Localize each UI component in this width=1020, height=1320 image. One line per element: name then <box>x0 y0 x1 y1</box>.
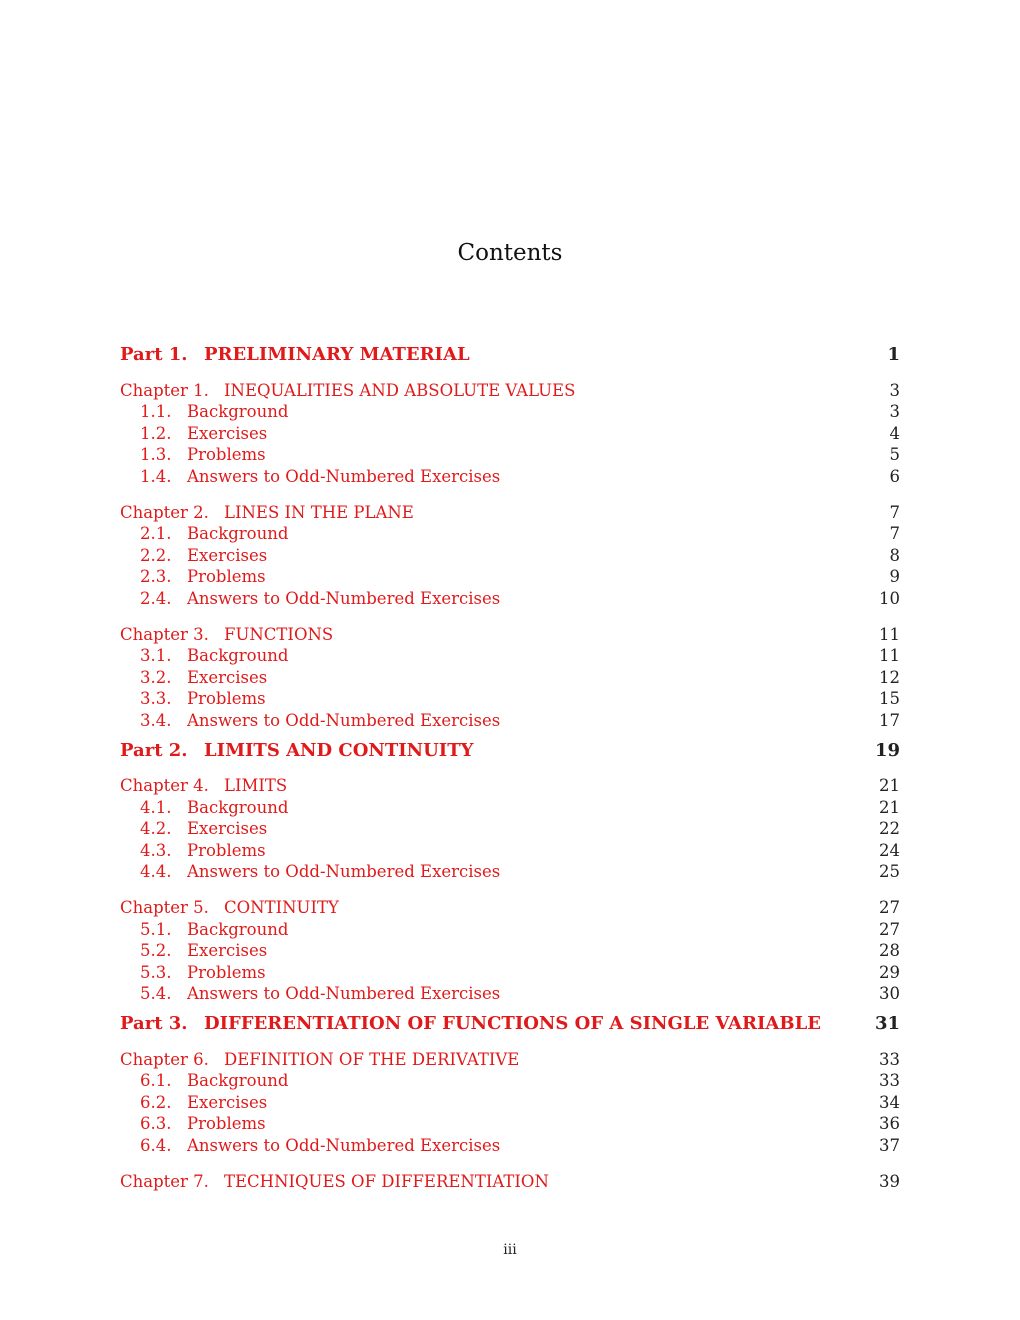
chapter-title: FUNCTIONS <box>224 624 334 644</box>
part-link[interactable] <box>120 344 470 366</box>
part-page-number: 19 <box>874 739 900 761</box>
section-link[interactable] <box>140 566 266 588</box>
chapter-link[interactable] <box>120 1171 549 1193</box>
toc-chapter-entry[interactable] <box>120 502 900 524</box>
section-page-number: 37 <box>879 1136 900 1155</box>
section-page-number: 30 <box>879 984 900 1004</box>
section-number: 6.4. <box>140 1136 172 1155</box>
section-number: 2.2. <box>140 545 172 565</box>
toc-section-entry[interactable] <box>120 566 900 588</box>
toc-section-entry[interactable] <box>120 861 900 883</box>
section-number: 4.1. <box>140 797 172 817</box>
section-title: Exercises <box>187 1092 268 1112</box>
section-link[interactable] <box>140 861 500 883</box>
section-title: Exercises <box>187 941 268 961</box>
section-page-number: 28 <box>879 941 900 961</box>
toc-part-entry[interactable] <box>120 344 900 366</box>
section-link[interactable] <box>140 466 500 488</box>
toc-part-entry[interactable] <box>120 1013 900 1035</box>
chapter-page-number: 3 <box>889 380 900 400</box>
section-title: Exercises <box>187 819 268 839</box>
toc-section-entry[interactable] <box>120 667 900 689</box>
toc-chapter-entry[interactable] <box>120 380 900 402</box>
section-number: 5.4. <box>140 984 172 1004</box>
section-link[interactable] <box>140 797 288 819</box>
section-page-number: 33 <box>879 1071 900 1091</box>
section-number: 2.1. <box>140 524 172 544</box>
section-number: 3.1. <box>140 646 172 666</box>
section-title: Background <box>187 402 289 422</box>
section-page-number: 7 <box>889 524 900 544</box>
toc-chapter-entry[interactable] <box>120 624 900 646</box>
chapter-title: LINES IN THE PLANE <box>224 502 414 522</box>
section-link[interactable] <box>140 983 500 1005</box>
section-number: 3.3. <box>140 689 172 709</box>
section-number: 2.4. <box>140 588 172 608</box>
chapter-link[interactable] <box>120 1049 519 1071</box>
section-link[interactable] <box>140 545 267 567</box>
section-number: 3.4. <box>140 710 172 730</box>
section-page-number: 17 <box>879 710 900 730</box>
chapter-link[interactable] <box>120 502 414 524</box>
section-title: Problems <box>187 962 266 982</box>
section-link[interactable] <box>140 1070 288 1092</box>
section-page-number: 25 <box>879 862 900 882</box>
part-page-number: 1 <box>887 344 900 365</box>
section-link[interactable] <box>140 588 500 610</box>
chapter-number: Chapter 1. <box>120 380 209 400</box>
section-page-number: 22 <box>879 819 900 839</box>
toc-part-entry[interactable] <box>120 740 900 762</box>
section-title: Problems <box>187 445 266 465</box>
chapter-page-number: 27 <box>879 898 900 918</box>
toc-section-entry[interactable] <box>120 588 900 610</box>
section-title: Answers to Odd-Numbered Exercises <box>187 588 501 608</box>
section-page-number: 10 <box>879 588 900 608</box>
toc-section-entry[interactable] <box>120 1113 900 1135</box>
chapter-page-number: 39 <box>879 1171 900 1191</box>
section-number: 5.3. <box>140 962 172 982</box>
part-title: PRELIMINARY MATERIAL <box>204 344 470 365</box>
chapter-page-number: 7 <box>889 502 900 522</box>
section-number: 1.2. <box>140 423 172 443</box>
chapter-page-number: 11 <box>879 624 900 644</box>
section-link[interactable] <box>140 1113 266 1135</box>
toc-chapter-entry[interactable] <box>120 1049 900 1071</box>
section-link[interactable] <box>140 962 266 984</box>
section-number: 6.3. <box>140 1114 172 1134</box>
toc-chapter-entry[interactable] <box>120 1171 900 1193</box>
chapter-number: Chapter 4. <box>120 776 209 796</box>
section-title: Background <box>187 919 289 939</box>
section-link[interactable] <box>140 1092 267 1114</box>
section-number: 3.2. <box>140 667 172 687</box>
section-link[interactable] <box>140 840 266 862</box>
section-link[interactable] <box>140 688 266 710</box>
section-link[interactable] <box>140 645 288 667</box>
chapter-number: Chapter 3. <box>120 624 209 644</box>
section-link[interactable] <box>140 423 267 445</box>
section-page-number: 4 <box>889 423 900 443</box>
section-link[interactable] <box>140 818 267 840</box>
chapter-title: LIMITS <box>224 776 288 796</box>
section-title: Answers to Odd-Numbered Exercises <box>187 862 501 882</box>
section-title: Background <box>187 524 289 544</box>
part-number: Part 1. <box>120 344 188 365</box>
part-link[interactable] <box>120 740 473 762</box>
page-number: iii <box>503 1242 517 1258</box>
part-page-number: 31 <box>874 1013 900 1035</box>
chapter-title: INEQUALITIES AND ABSOLUTE VALUES <box>224 380 576 400</box>
section-page-number: 6 <box>889 466 900 486</box>
section-title: Problems <box>187 689 266 709</box>
section-page-number: 8 <box>889 545 900 565</box>
section-page-number: 11 <box>879 646 900 666</box>
chapter-number: Chapter 5. <box>120 898 209 918</box>
section-number: 6.1. <box>140 1071 172 1091</box>
section-title: Exercises <box>187 667 268 687</box>
section-page-number: 9 <box>889 567 900 587</box>
section-title: Background <box>187 646 289 666</box>
section-link[interactable] <box>140 667 267 689</box>
chapter-number: Chapter 7. <box>120 1171 209 1191</box>
section-title: Problems <box>187 840 266 860</box>
part-number: Part 2. <box>120 739 188 761</box>
section-title: Answers to Odd-Numbered Exercises <box>187 466 501 486</box>
section-page-number: 29 <box>879 962 900 982</box>
section-link[interactable] <box>140 444 266 466</box>
chapter-page-number: 33 <box>879 1049 900 1069</box>
chapter-link[interactable] <box>120 775 287 797</box>
section-page-number: 21 <box>879 797 900 817</box>
section-link[interactable] <box>140 523 288 545</box>
chapter-link[interactable] <box>120 624 333 646</box>
chapter-title: CONTINUITY <box>224 898 339 918</box>
section-title: Answers to Odd-Numbered Exercises <box>187 1136 501 1155</box>
section-title: Exercises <box>187 423 268 443</box>
section-page-number: 15 <box>879 689 900 709</box>
section-title: Problems <box>187 567 266 587</box>
toc-section-entry[interactable] <box>120 710 900 732</box>
part-link[interactable] <box>120 1013 821 1035</box>
section-number: 5.2. <box>140 941 172 961</box>
section-link[interactable] <box>140 710 500 732</box>
section-page-number: 12 <box>879 667 900 687</box>
chapter-title: DEFINITION OF THE DERIVATIVE <box>224 1049 520 1069</box>
chapter-link[interactable] <box>120 380 575 402</box>
section-link[interactable] <box>140 919 288 941</box>
toc-section-entry[interactable] <box>120 645 900 667</box>
section-title: Answers to Odd-Numbered Exercises <box>187 710 501 730</box>
chapter-title: TECHNIQUES OF DIFFERENTIATION <box>224 1171 549 1191</box>
page-title: Contents <box>457 240 563 266</box>
table-of-contents <box>120 344 900 1192</box>
toc-section-entry[interactable] <box>120 423 900 445</box>
section-page-number: 5 <box>889 445 900 465</box>
toc-section-entry[interactable] <box>120 523 900 545</box>
section-title: Answers to Odd-Numbered Exercises <box>187 984 501 1004</box>
chapter-link[interactable] <box>120 897 339 919</box>
section-number: 1.4. <box>140 466 172 486</box>
section-title: Exercises <box>187 545 268 565</box>
toc-section-entry[interactable] <box>120 840 900 862</box>
section-title: Background <box>187 797 289 817</box>
part-title: DIFFERENTIATION OF FUNCTIONS OF A SINGLE VARIABLE <box>204 1013 821 1035</box>
toc-section-entry[interactable] <box>120 940 900 962</box>
section-page-number: 24 <box>879 840 900 860</box>
toc-section-entry[interactable] <box>120 1135 900 1157</box>
section-number: 1.3. <box>140 445 172 465</box>
section-title: Background <box>187 1071 289 1091</box>
toc-section-entry[interactable] <box>120 1070 900 1092</box>
section-page-number: 3 <box>889 402 900 422</box>
section-page-number: 27 <box>879 919 900 939</box>
chapter-number: Chapter 6. <box>120 1049 209 1069</box>
toc-section-entry[interactable] <box>120 444 900 466</box>
section-number: 6.2. <box>140 1092 172 1112</box>
section-link[interactable] <box>140 1135 500 1157</box>
part-title: LIMITS AND CONTINUITY <box>204 739 474 761</box>
toc-section-entry[interactable] <box>120 466 900 488</box>
section-number: 4.2. <box>140 819 172 839</box>
toc-section-entry[interactable] <box>120 797 900 819</box>
section-number: 2.3. <box>140 567 172 587</box>
section-title: Problems <box>187 1114 266 1134</box>
toc-chapter-entry[interactable] <box>120 897 900 919</box>
toc-section-entry[interactable] <box>120 545 900 567</box>
section-page-number: 34 <box>879 1092 900 1112</box>
toc-section-entry[interactable] <box>120 688 900 710</box>
section-link[interactable] <box>140 401 288 423</box>
section-number: 1.1. <box>140 402 172 422</box>
toc-section-entry[interactable] <box>120 818 900 840</box>
part-number: Part 3. <box>120 1013 188 1035</box>
chapter-page-number: 21 <box>879 776 900 796</box>
section-link[interactable] <box>140 940 267 962</box>
section-page-number: 36 <box>879 1114 900 1134</box>
toc-section-entry[interactable] <box>120 983 900 1005</box>
section-number: 5.1. <box>140 919 172 939</box>
toc-section-entry[interactable] <box>120 919 900 941</box>
toc-chapter-entry[interactable] <box>120 775 900 797</box>
toc-section-entry[interactable] <box>120 1092 900 1114</box>
section-number: 4.3. <box>140 840 172 860</box>
section-number: 4.4. <box>140 862 172 882</box>
toc-section-entry[interactable] <box>120 962 900 984</box>
toc-section-entry[interactable] <box>120 401 900 423</box>
chapter-number: Chapter 2. <box>120 502 209 522</box>
